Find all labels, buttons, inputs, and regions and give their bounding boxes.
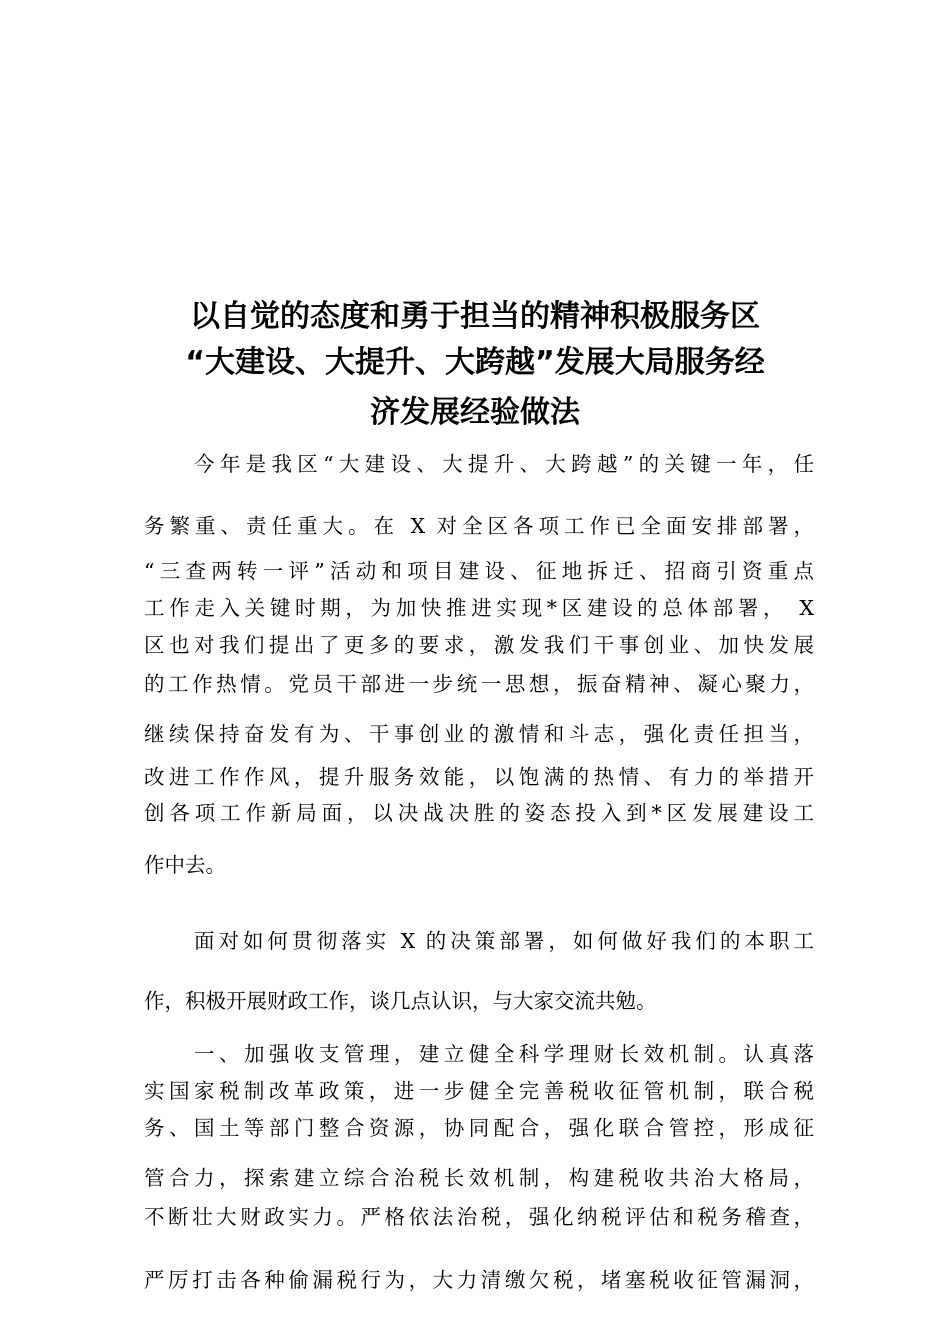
paragraph-line: 作中去。 [144,853,226,877]
document-title-line-3: 济发展经验做法 [370,395,580,430]
paragraph-line: 的工作热情。党员干部进一步统一思想，振奋精神、凝心聚力， [144,672,814,696]
paragraph-line: 创各项工作新局面，以决战决胜的姿态投入到*区发展建设工 [144,801,814,825]
document-title-line-1: 以自觉的态度和勇于担当的精神积极服务区 [190,299,760,334]
paragraph-line: “三查两转一评”活动和项目建设、征地拆迁、招商引资重点 [144,559,814,583]
paragraph-line: 严厉打击各种偷漏税行为，大力清缴欠税，堵塞税收征管漏洞， [144,1268,814,1292]
document-title-line-2: “大建设、大提升、大跨越”发展大局服务经 [185,345,765,380]
paragraph-line: 务、国土等部门整合资源，协同配合，强化联合管控，形成征 [144,1116,814,1140]
paragraph-line: 继续保持奋发有为、干事创业的激情和斗志，强化责任担当， [144,722,814,746]
paragraph-line: 一、加强收支管理，建立健全科学理财长效机制。认真落 [194,1042,814,1066]
paragraph-line: 改进工作作风，提升服务效能，以饱满的热情、有力的举措开 [144,765,814,789]
paragraph-line: 面对如何贯彻落实 X 的决策部署，如何做好我们的本职工 [194,929,814,953]
paragraph-line: 作，积极开展财政工作，谈几点认识，与大家交流共勉。 [144,989,657,1013]
paragraph-line: 不断壮大财政实力。严格依法治税，强化纳税评估和税务稽查， [144,1205,814,1229]
paragraph-line: 实国家税制改革政策，进一步健全完善税收征管机制，联合税 [144,1079,814,1103]
paragraph-line: 务繁重、责任重大。在 X 对全区各项工作已全面安排部署， [144,514,814,538]
paragraph-line: 工作走入关键时期，为加快推进实现*区建设的总体部署， X [144,596,814,620]
paragraph-line: 今年是我区“大建设、大提升、大跨越”的关键一年，任 [194,452,814,476]
paragraph-line: 区也对我们提出了更多的要求，激发我们干事创业、加快发展 [144,633,814,657]
paragraph-line: 管合力，探索建立综合治税长效机制，构建税收共治大格局， [144,1166,814,1190]
